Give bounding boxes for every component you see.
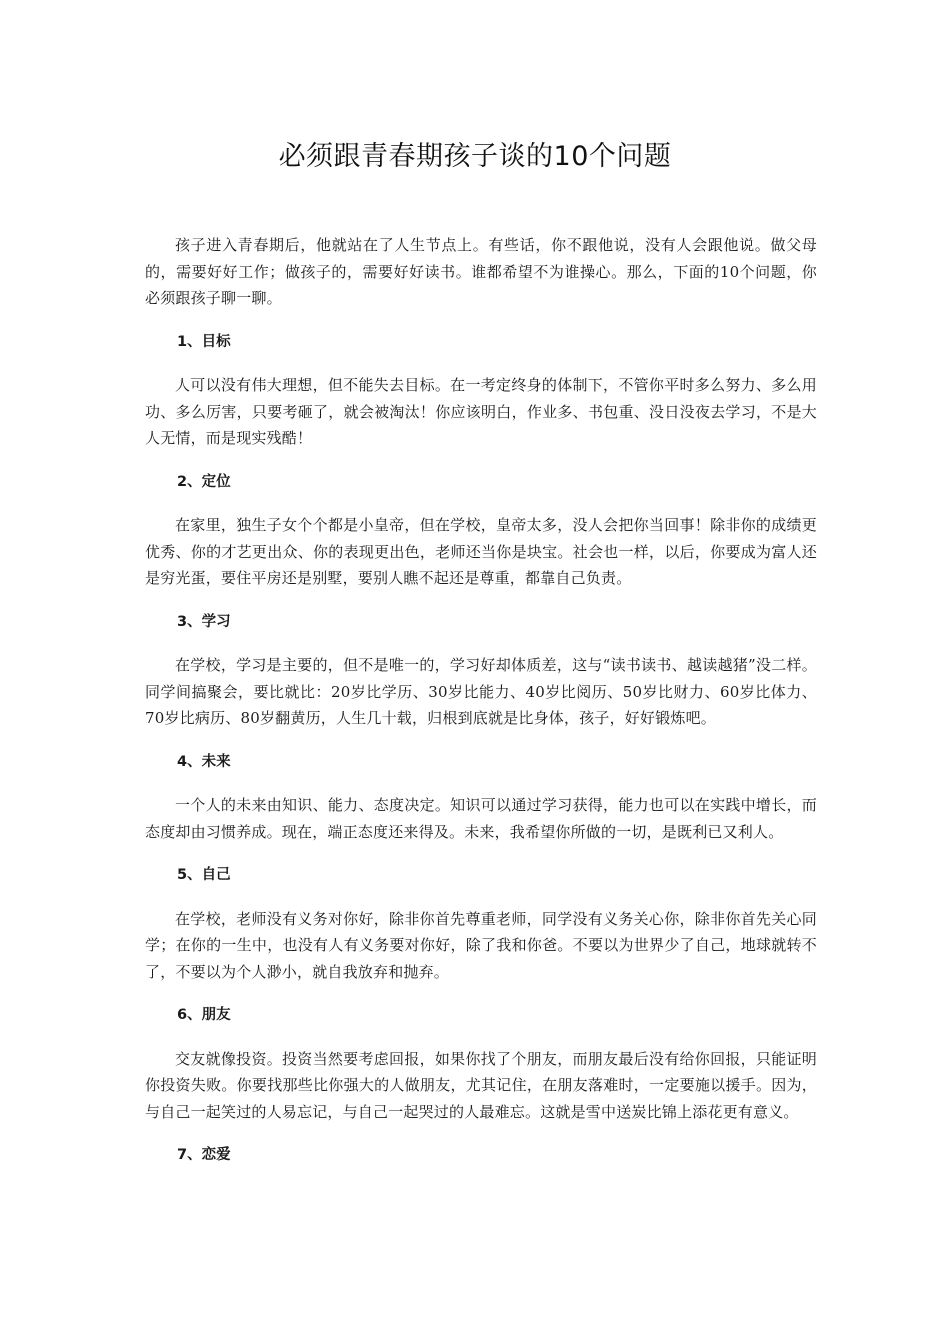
section-paragraph-friends: 交友就像投资。投资当然要考虑回报，如果你找了个朋友，而朋友最后没有给你回报，只能证明你投资失败。你要找那些比你强大的人做朋友，尤其记住，在朋友落难时，一定要施以援手。因为，与自己一起笑过的人易忘记，与自己一起哭过的人最难忘。这就是雪中送炭比锦上添花更有意义。 xyxy=(145,1049,817,1121)
intro-paragraph: 孩子进入青春期后，他就站在了人生节点上。有些话，你不跟他说，没有人会跟他说。做父母的，需要好好工作；做孩子的，需要好好读书。谁都希望不为谁操心。那么，下面的10个问题，你必须跟孩子聊一聊。 xyxy=(145,236,817,307)
document-body xyxy=(145,232,817,1186)
section-heading-love: 7、恋爱 xyxy=(177,1147,231,1163)
section-heading-self: 5、自己 xyxy=(177,867,231,883)
section-heading-future: 4、未来 xyxy=(177,753,231,770)
section-heading-friends: 6、朋友 xyxy=(177,1007,231,1023)
page-title: 必须跟青春期孩子谈的10个问题 xyxy=(278,141,672,172)
section-heading-position: 2、定位 xyxy=(177,473,231,490)
section-paragraph-goal: 人可以没有伟大理想，但不能失去目标。在一考定终身的体制下，不管你平时多么努力、多么用功、多么厉害，只要考砸了，就会被淘汰！你应该明白，作业多、书包重、没日没夜去学习，不是大人无情，而是现实残酷！ xyxy=(145,376,817,447)
section-paragraph-position: 在家里，独生子女个个都是小皇帝，但在学校，皇帝太多，没人会把你当回事！除非你的成绩更优秀、你的才艺更出众、你的表现更出色，老师还当你是块宝。社会也一样，以后，你要成为富人还是穷光蛋，要住平房还是别墅，要别人瞧不起还是尊重，都靠自己负责。 xyxy=(145,516,817,587)
section-paragraph-study: 在学校，学习是主要的，但不是唯一的，学习好却体质差，这与“读书读书、越读越猪”没二样。同学间搞聚会，要比就比：20岁比学历、30岁比能力、40岁比阅历、50岁比财力、60岁比体力、70岁比病历、80岁翻黄历，人生几十载，归根到底就是比身体，孩子，好好锻炼吧。 xyxy=(145,656,817,727)
section-paragraph-future: 一个人的未来由知识、能力、态度决定。知识可以通过学习获得，能力也可以在实践中增长，而态度却由习惯养成。现在，端正态度还来得及。未来，我希望你所做的一切，是既利已又利人。 xyxy=(145,796,817,841)
section-paragraph-self: 在学校，老师没有义务对你好，除非你首先尊重老师，同学没有义务关心你，除非你首先关心同学；在你的一生中，也没有人有义务要对你好，除了我和你爸。不要以为世界少了自己，地球就转不了，不要以为个人渺小，就自我放弃和抛弃。 xyxy=(145,909,817,981)
section-heading-study: 3、学习 xyxy=(177,613,231,630)
section-heading-goal: 1、目标 xyxy=(177,333,231,350)
